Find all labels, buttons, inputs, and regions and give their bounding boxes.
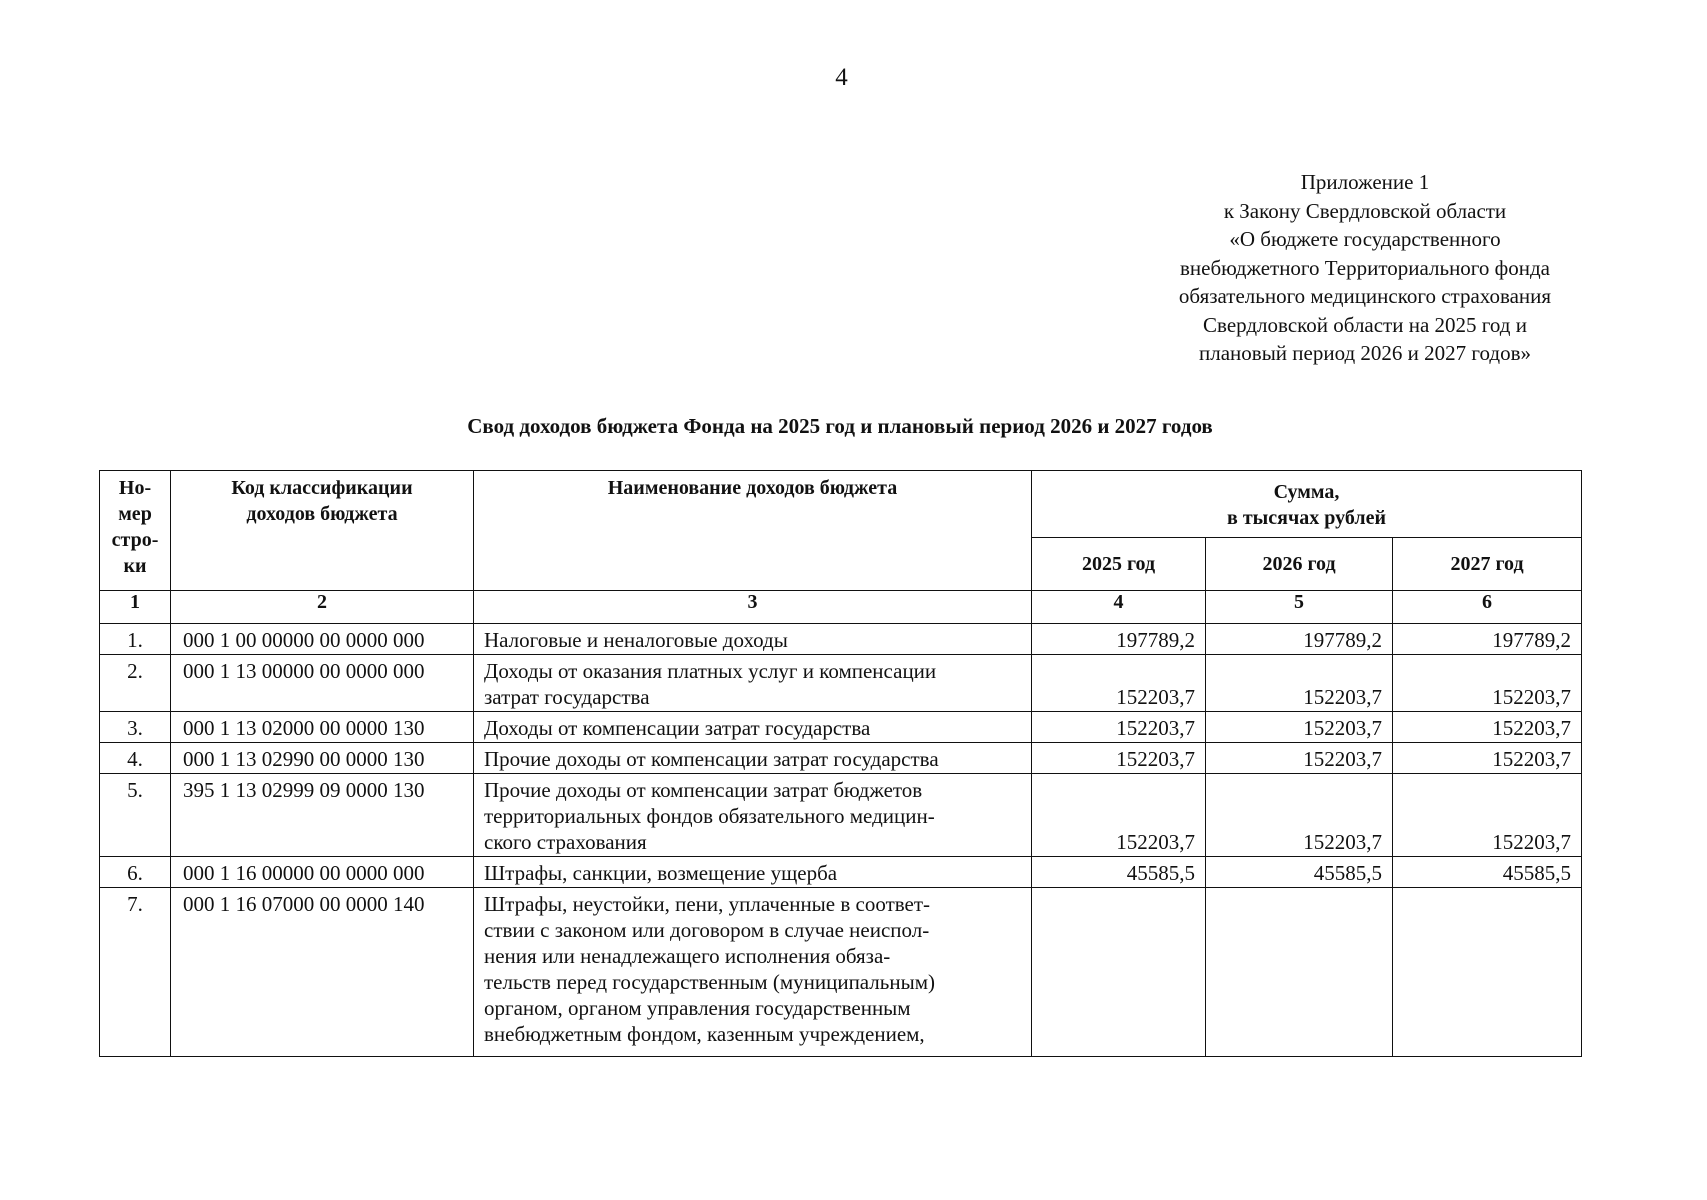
income-name-line: Прочие доходы от компенсации затрат государства xyxy=(484,747,939,771)
amount-2025-cell: 45585,5 xyxy=(1032,857,1206,888)
income-name-cell xyxy=(474,655,1032,712)
amount-2025-cell: 152203,7 xyxy=(1032,712,1206,743)
table-row xyxy=(100,712,1582,743)
income-name-cell xyxy=(474,624,1032,655)
amount-2026-cell: 152203,7 xyxy=(1206,655,1393,712)
appendix-line: Приложение 1 xyxy=(1300,170,1430,194)
amount-2027-cell: 152203,7 xyxy=(1393,655,1582,712)
income-name-line: ского страхования xyxy=(484,830,647,854)
column-number: 2 xyxy=(171,591,474,624)
amount-2026-cell: 45585,5 xyxy=(1206,857,1393,888)
table-row xyxy=(100,888,1582,1057)
income-name-line: тельств перед государственным (муниципальным) xyxy=(484,970,935,994)
income-table xyxy=(99,470,1582,1057)
income-name-line: нения или ненадлежащего исполнения обяза- xyxy=(484,944,891,968)
header-year-2027: 2027 год xyxy=(1393,538,1582,591)
classification-code-cell: 395 1 13 02999 09 0000 130 xyxy=(171,774,474,857)
appendix-line: плановый период 2026 и 2027 годов» xyxy=(1199,341,1531,365)
row-number-cell: 4. xyxy=(100,743,171,774)
appendix-line: «О бюджете государственного xyxy=(1229,227,1501,251)
income-name-cell xyxy=(474,888,1032,1057)
column-number: 3 xyxy=(474,591,1032,624)
amount-2025-cell: 152203,7 xyxy=(1032,743,1206,774)
header-year-2025: 2025 год xyxy=(1032,538,1206,591)
row-number-cell: 6. xyxy=(100,857,171,888)
appendix-line: внебюджетного Территориального фонда xyxy=(1180,255,1550,280)
column-number: 5 xyxy=(1206,591,1393,624)
table-row xyxy=(100,743,1582,774)
amount-2027-cell: 197789,2 xyxy=(1393,624,1582,655)
row-number-cell: 2. xyxy=(100,655,171,712)
column-number-row xyxy=(100,591,1582,624)
table-row xyxy=(100,655,1582,712)
income-name-line: Доходы от оказания платных услуг и компенсации xyxy=(484,659,937,683)
income-name-cell xyxy=(474,857,1032,888)
row-number-cell: 7. xyxy=(100,888,171,1057)
amount-2025-cell: 152203,7 xyxy=(1032,655,1206,712)
classification-code-cell: 000 1 13 02990 00 0000 130 xyxy=(171,743,474,774)
row-number-cell: 1. xyxy=(100,624,171,655)
income-name-line: Доходы от компенсации затрат государства xyxy=(484,716,871,740)
table-row xyxy=(100,774,1582,857)
classification-code-cell: 000 1 13 00000 00 0000 000 xyxy=(171,655,474,712)
income-name-line: затрат государства xyxy=(484,685,650,709)
appendix-line: к Закону Свердловской области xyxy=(1223,198,1507,223)
amount-2027-cell: 152203,7 xyxy=(1393,774,1582,857)
classification-code-cell: 000 1 13 02000 00 0000 130 xyxy=(171,712,474,743)
amount-2025-cell: 197789,2 xyxy=(1032,624,1206,655)
amount-2026-cell: 152203,7 xyxy=(1206,743,1393,774)
amount-2027-cell: 152203,7 xyxy=(1393,712,1582,743)
column-number: 1 xyxy=(100,591,171,624)
appendix-header xyxy=(1105,168,1625,368)
header-code: Код классификации доходов бюджета xyxy=(171,471,474,591)
income-name-cell xyxy=(474,743,1032,774)
income-name-line: Налоговые и неналоговые доходы xyxy=(484,628,788,652)
page-number: 4 xyxy=(835,64,848,91)
income-name-line: внебюджетным фондом, казенным учреждением, xyxy=(484,1022,925,1046)
header-year-2026: 2026 год xyxy=(1206,538,1393,591)
table-row xyxy=(100,857,1582,888)
income-name-line: ствии с законом или договором в случае неиспол- xyxy=(484,918,930,942)
amount-2025-cell: 152203,7 xyxy=(1032,774,1206,857)
amount-2026-cell: 152203,7 xyxy=(1206,774,1393,857)
income-name-line: органом, органом управления государственным xyxy=(484,996,911,1020)
appendix-line: обязательного медицинского страхования xyxy=(1178,284,1552,308)
amount-2026-cell xyxy=(1206,888,1393,1057)
amount-2025-cell xyxy=(1032,888,1206,1057)
amount-2027-cell: 45585,5 xyxy=(1393,857,1582,888)
amount-2027-cell xyxy=(1393,888,1582,1057)
amount-2026-cell: 197789,2 xyxy=(1206,624,1393,655)
classification-code-cell: 000 1 00 00000 00 0000 000 xyxy=(171,624,474,655)
income-name-cell xyxy=(474,774,1032,857)
column-number: 6 xyxy=(1393,591,1582,624)
column-number: 4 xyxy=(1032,591,1206,624)
amount-2026-cell: 152203,7 xyxy=(1206,712,1393,743)
header-sum: Сумма, в тысячах рублей xyxy=(1032,471,1582,538)
income-name-line: Штрафы, санкции, возмещение ущерба xyxy=(484,861,838,885)
income-name-line: Прочие доходы от компенсации затрат бюджетов xyxy=(484,778,923,802)
income-name-cell xyxy=(474,712,1032,743)
income-name-line: Штрафы, неустойки, пени, уплаченные в соответ- xyxy=(484,892,931,916)
classification-code-cell: 000 1 16 07000 00 0000 140 xyxy=(171,888,474,1057)
row-number-cell: 3. xyxy=(100,712,171,743)
header-row-number: Но- мер стро- ки xyxy=(100,471,171,591)
classification-code-cell: 000 1 16 00000 00 0000 000 xyxy=(171,857,474,888)
income-name-line: территориальных фондов обязательного медицин- xyxy=(484,804,935,828)
row-number-cell: 5. xyxy=(100,774,171,857)
header-name: Наименование доходов бюджета xyxy=(474,471,1032,591)
table-row xyxy=(100,624,1582,655)
document-title: Свод доходов бюджета Фонда на 2025 год и плановый период 2026 и 2027 годов xyxy=(467,414,1213,438)
amount-2027-cell: 152203,7 xyxy=(1393,743,1582,774)
appendix-line: Свердловской области на 2025 год и xyxy=(1203,312,1527,337)
